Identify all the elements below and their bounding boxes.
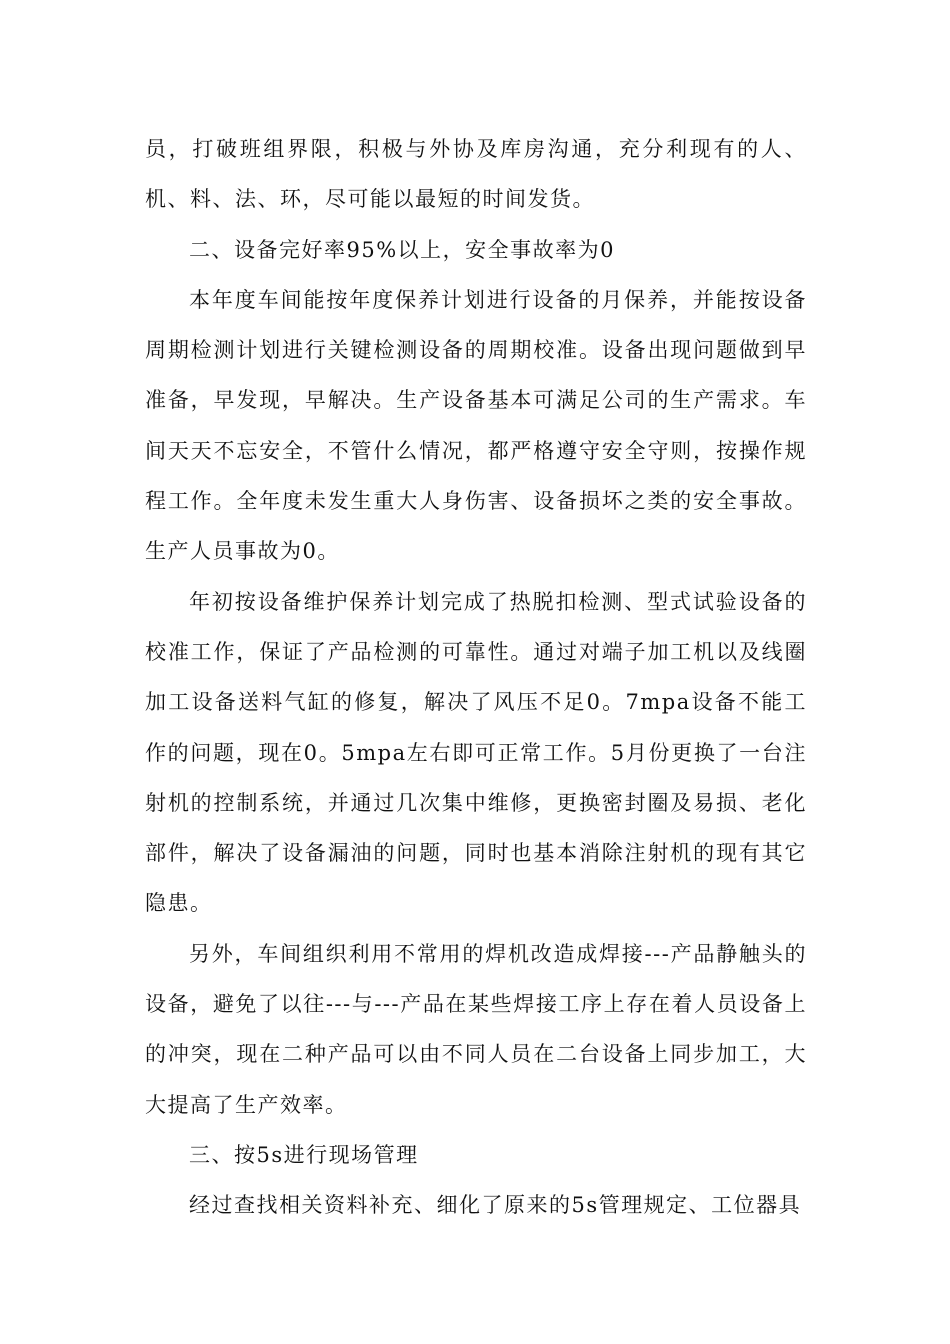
section-heading-5s: 三、按5s进行现场管理 xyxy=(189,1142,419,1167)
section-heading-equipment: 二、设备完好率95%以上，安全事故率为0 xyxy=(189,237,616,262)
paragraph-5s: 经过查找相关资料补充、细化了原来的5s管理规定、工位器具 xyxy=(189,1193,802,1218)
paragraph-calibration: 年初按设备维护保养计划完成了热脱扣检测、型式试验设备的校准工作，保证了产品检测的可靠性。通过对端子加工机以及线圈加工设备送料气缸的修复，解决了风压不足0。7mpa设备不能工作的问题，现在0。5mpa左右即可正常工作。5月份更换了一台注射机的控制系统，并通过几次集中维修，更换密封圈及易损、老化部件，解决了设备漏油的问题，同时也基本消除注射机的现有其它隐患。 xyxy=(145,589,807,916)
paragraph-maintenance: 本年度车间能按年度保养计划进行设备的月保养，并能按设备周期检测计划进行关键检测设备的周期校准。设备出现问题做到早准备，早发现，早解决。生产设备基本可满足公司的生产需求。车间天天不忘安全，不管什么情况，都严格遵守安全守则，按操作规程工作。全年度未发生重大人身伤害、设备损坏之类的安全事故。生产人员事故为0。 xyxy=(145,287,807,564)
body-text xyxy=(145,124,807,1231)
paragraph-welding: 另外，车间组织利用不常用的焊机改造成焊接---产品静触头的设备，避免了以往---与---产品在某些焊接工序上存在着人员设备上的冲突，现在二种产品可以由不同人员在二台设备上同步加工，大大提高了生产效率。 xyxy=(145,941,807,1117)
paragraph-continuation: 员，打破班组界限，积极与外协及库房沟通，充分利现有的人、机、料、法、环，尽可能以最短的时间发货。 xyxy=(145,137,807,212)
